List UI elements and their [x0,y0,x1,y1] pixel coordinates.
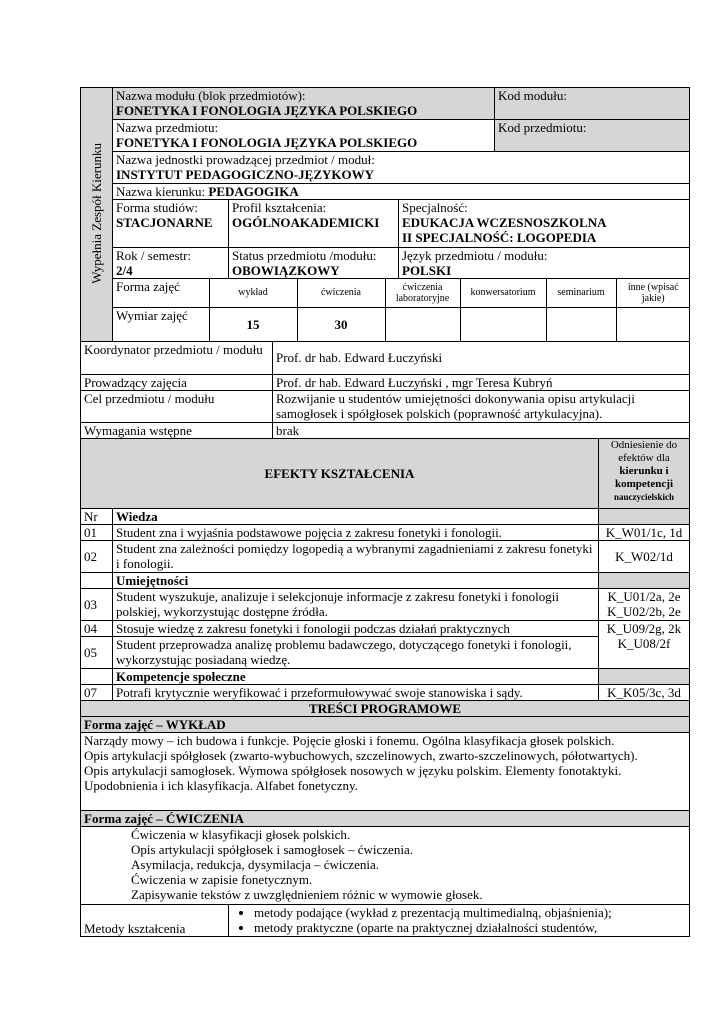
form-other: inne (wpisać jakie) [616,279,690,307]
effect-text: Potrafi krytycznie weryfikować i przeformułowywać swoje stanowiska i sądy. [113,685,599,701]
effect-nr: 05 [81,637,113,669]
exercises-label: Forma zajęć – ĆWICZENIA [81,811,690,827]
effect-ref: K_K05/3c, 3d [599,685,690,701]
program-title: TREŚCI PROGRAMOWE [81,701,690,717]
effect-nr: 04 [81,621,113,637]
lecture-line: Opis artykulacji spółgłosek (zwarto-wybuchowych, szczelinowych, zwarto-szczelinowych, półotwartych). [84,748,638,763]
competence-label: Kompetencje społeczne [113,669,599,685]
lecture-line: Upodobnienia i ich klasyfikacja. Alfabet fonetyczny. [84,778,358,793]
effect-text: Student zna zależności pomiędzy logopedią a wybranymi zagadnieniami z zakresu fonetyki i fonologii. [113,541,599,573]
year-label: Rok / semestr: [116,248,192,263]
module-name-cell [113,88,495,120]
requirements-label: Wymagania wstępne [81,422,273,438]
form-lecture: wykład [209,279,297,307]
lecture-line: Narządy mowy – ich budowa i funkcje. Pojęcie głoski i fonemu. Ogólna klasyfikacja głosek polskich. [84,733,615,748]
module-label: Nazwa modułu (blok przedmiotów): [116,88,306,103]
profile-label: Profil kształcenia: [232,200,327,215]
module-code-label: Kod modułu: [498,88,568,103]
study-form-value: STACJONARNE [116,215,213,230]
effect-nr: 03 [81,589,113,621]
effect-row [81,525,690,541]
hours-label: Wymiar zajęć [113,307,209,341]
effects-ref-line2: kierunku i kompetencji [614,464,674,490]
module-code-cell [495,88,690,120]
specialty-value-2: II SPECJALNOŚĆ: LOGOPEDIA [402,230,597,245]
skills-nr-empty [81,573,113,589]
exercises-content [81,827,690,905]
subject-label: Nazwa przedmiotu: [116,120,219,135]
status-label: Status przedmiotu /modułu: [232,248,377,263]
hours-exercises: 30 [297,307,385,341]
study-form-label: Forma studiów: [116,200,198,215]
forms-table [113,279,690,341]
form-seminar: seminarium [546,279,616,307]
program-table [80,701,690,937]
forms-label: Forma zajęć [113,279,209,307]
exercises-line: Ćwiczenia w klasyfikacji głosek polskich. [131,827,351,842]
methods-item: • metody podające (wykład z prezentacją multimedialną, objaśnienia); [254,905,686,920]
effects-title: EFEKTY KSZTAŁCENIA [81,439,599,509]
lecture-content [81,733,690,811]
unit-label: Nazwa jednostki prowadzącej przedmiot / moduł: [116,152,375,167]
effect-row [81,589,690,621]
profile-cell [229,200,399,248]
exercises-line: Asymilacja, redukcja, dysymilacja – ćwiczenia. [131,857,379,872]
effect-nr: 02 [81,541,113,573]
methods-label: Metody kształcenia [81,905,229,937]
effect-ref-1: K_U01/2a, 2e [607,589,681,604]
effect-text: Student zna i wyjaśnia podstawowe pojęcia z zakresu fonetyki i fonologii. [113,525,599,541]
language-label: Język przedmiotu / modułu: [402,248,548,263]
effect-text: Stosuje wiedzę z zakresu fonetyki i fonologii podczas działań praktycznych [113,621,599,637]
effect-ref-2: K_U08/2f [617,636,671,651]
methods-list [232,905,686,935]
subject-code-label: Kod przedmiotu: [498,120,587,135]
competence-ref-empty [599,669,690,685]
year-cell [113,248,229,279]
skills-ref-empty [599,573,690,589]
status-cell [229,248,399,279]
effect-ref: K_W02/1d [599,541,690,573]
vertical-label-cell [81,88,113,342]
exercises-line: Ćwiczenia w zapisie fonetycznym. [131,872,313,887]
specialty-value-1: EDUKACJA WCZESNOSZKOLNA [402,215,607,230]
goal-label: Cel przedmiotu / modułu [81,390,273,422]
direction-label: Nazwa kierunku: [116,184,206,199]
competence-nr-empty [81,669,113,685]
form-conversation: konwersatorium [460,279,546,307]
nr-label: Nr [81,509,113,525]
effect-nr: 07 [81,685,113,701]
effect-text: Student wyszukuje, analizuje i selekcjonuje informacje z zakresu fonetyki i fonologii polskiej, wykorzystując dostępne źródła. [113,589,599,621]
hours-other [616,307,690,341]
subject-name-cell [113,120,495,152]
effect-ref [599,589,690,621]
goal-value: Rozwijanie u studentów umiejętności dokonywania opisu artykulacji samogłosek i spółgłosek polskich (poprawność artykulacyjna). [273,390,690,422]
knowledge-ref-empty [599,509,690,525]
effects-ref-header [599,439,690,509]
effect-row [81,541,690,573]
effect-ref: K_W01/1c, 1d [599,525,690,541]
skills-label: Umiejętności [113,573,599,589]
lecture-label: Forma zajęć – WYKŁAD [81,717,690,733]
coordinator-label: Koordynator przedmiotu / modułu [81,342,273,374]
syllabus-document [80,87,689,937]
language-cell [399,248,690,279]
effect-row [81,637,690,669]
profile-value: OGÓLNOAKADEMICKI [232,215,380,230]
forms-cell [113,279,690,342]
unit-cell [113,152,690,184]
effect-ref-1: K_U09/2g, 2k [606,621,682,636]
effect-row [81,685,690,701]
effects-ref-line1: Odniesienie do efektów dla [610,438,678,464]
effect-text: Student przeprowadza analizę problemu badawczego, dotyczącego fonetyki i fonologii, wykorzystując posiadaną wiedzę. [113,637,599,669]
effect-ref-2: K_U02/2b, 2e [607,604,681,619]
effects-ref-line3: nauczycielskich [614,491,674,502]
hours-conversation [460,307,546,341]
effects-table [80,439,690,702]
methods-item: • metody praktyczne (oparte na praktycznej działalności studentów, [254,920,686,935]
hours-lab [385,307,460,341]
language-value: POLSKI [402,263,452,278]
lecture-line: Opis artykulacji samogłosek. Wymowa spółgłosek nosowych w języku polskim. Elementy fonotaktyki. [84,763,622,778]
hours-seminar [546,307,616,341]
methods-content [229,905,690,937]
vertical-label: Wypełnia Zespół Kierunku [89,142,104,284]
exercises-line: Opis artykulacji spółgłosek i samogłosek – ćwiczenia. [131,842,413,857]
form-exercises: ćwiczenia [297,279,385,307]
specialty-label: Specjalność: [402,200,468,215]
status-value: OBOWIĄZKOWY [232,263,340,278]
hours-lecture: 15 [209,307,297,341]
module-value: FONETYKA I FONOLOGIA JĘZYKA POLSKIEGO [116,103,418,118]
direction-cell [113,184,690,200]
info-table [80,342,690,439]
knowledge-label: Wiedza [113,509,599,525]
effect-nr: 01 [81,525,113,541]
subject-code-cell [495,120,690,152]
year-value: 2/4 [116,263,133,278]
form-lab: ćwiczenia laboratoryjne [385,279,460,307]
header-table [80,87,690,342]
unit-value: INSTYTUT PEDAGOGICZNO-JĘZYKOWY [116,167,374,182]
teachers-value: Prof. dr hab. Edward Łuczyński , mgr Teresa Kubryń [273,374,690,390]
effect-ref [599,621,690,669]
exercises-line: Zapisywanie tekstów z uwzględnieniem różnic w wymowie głosek. [131,887,483,902]
study-form-cell [113,200,229,248]
specialty-cell [399,200,690,248]
teachers-label: Prowadzący zajęcia [81,374,273,390]
effect-row [81,621,690,637]
subject-value: FONETYKA I FONOLOGIA JĘZYKA POLSKIEGO [116,135,418,150]
requirements-value: brak [273,422,690,438]
coordinator-value: Prof. dr hab. Edward Łuczyński [273,342,690,374]
direction-value: PEDAGOGIKA [208,184,299,199]
